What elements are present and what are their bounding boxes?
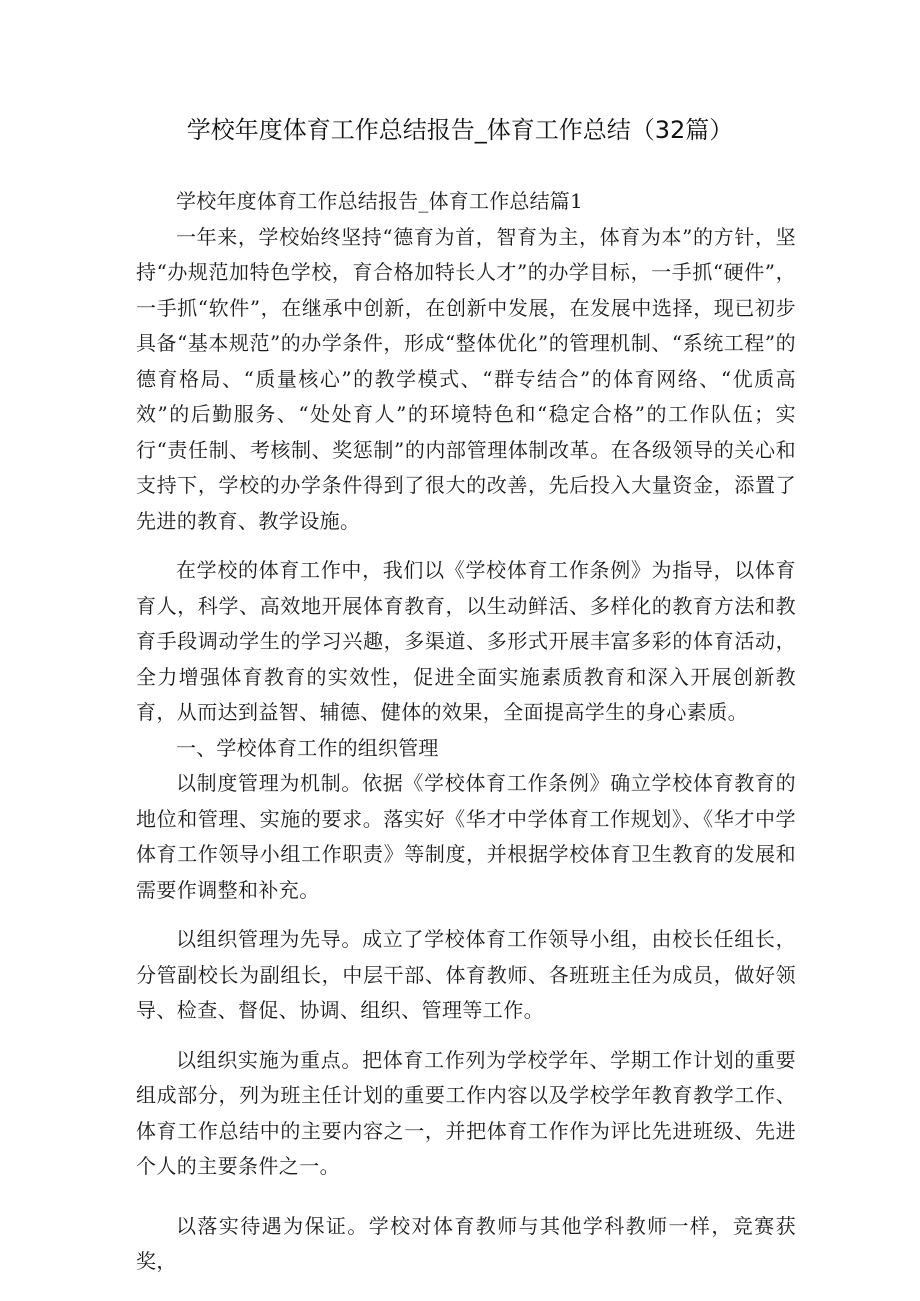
document-body [136, 184, 796, 1280]
section-heading: 学校年度体育工作总结报告_体育工作总结篇1 [176, 189, 583, 213]
paragraph: 以组织管理为先导。成立了学校体育工作领导小组，由校长任组长，分管副校长为副组长，中层干部、体育教师、各班班主任为成员，做好领导、检查、督促、协调、组织、管理等工作。 [136, 927, 796, 1022]
paragraph: 以组织实施为重点。把体育工作列为学校学年、学期工作计划的重要组成部分，列为班主任计划的重要工作内容以及学校学年教育教学工作、体育工作总结中的主要内容之一，并把体育工作作为评比先进班级、先进个人的主要条件之一。 [136, 1047, 796, 1178]
paragraph: 一年来，学校始终坚持“德育为首，智育为主，体育为本”的方针，坚持“办规范加特色学校，育合格加特长人才”的办学目标，一手抓“硬件”，一手抓“软件”，在继承中创新，在创新中发展，在发展中选择，现已初步具备“基本规范”的办学条件，形成“整体优化”的管理机制、“系统工程”的德育格局、“质量核心”的教学模式、“群专结合”的体育网络、“优质高效”的后勤服务、“处处育人”的环境特色和“稳定合格”的工作队伍；实行“责任制、考核制、奖惩制”的内部管理体制改革。在各级领导的关心和支持下，学校的办学条件得到了很大的改善，先后投入大量资金，添置了先进的教育、教学设施。 [136, 224, 796, 533]
document-title: 学校年度体育工作总结报告_体育工作总结（32篇） [186, 116, 734, 144]
section-heading: 一、学校体育工作的组织管理 [176, 735, 439, 760]
paragraph: 以落实待遇为保证。学校对体育教师与其他学科教师一样，竞赛获奖， [136, 1213, 796, 1273]
paragraph: 以制度管理为机制。依据《学校体育工作条例》确立学校体育教育的地位和管理、实施的要求。落实好《华才中学体育工作规划》、《华才中学体育工作领导小组工作职责》等制度，并根据学校体育卫生教育的发展和需要作调整和补充。 [136, 771, 796, 902]
paragraph: 在学校的体育工作中，我们以《学校体育工作条例》为指导，以体育育人，科学、高效地开展体育教育，以生动鲜活、多样化的教育方法和教育手段调动学生的学习兴趣，多渠道、多形式开展丰富多彩的体育活动，全力增强体育教育的实效性，促进全面实施素质教育和深入开展创新教育，从而达到益智、辅德、健体的效果，全面提高学生的身心素质。 [136, 558, 796, 724]
